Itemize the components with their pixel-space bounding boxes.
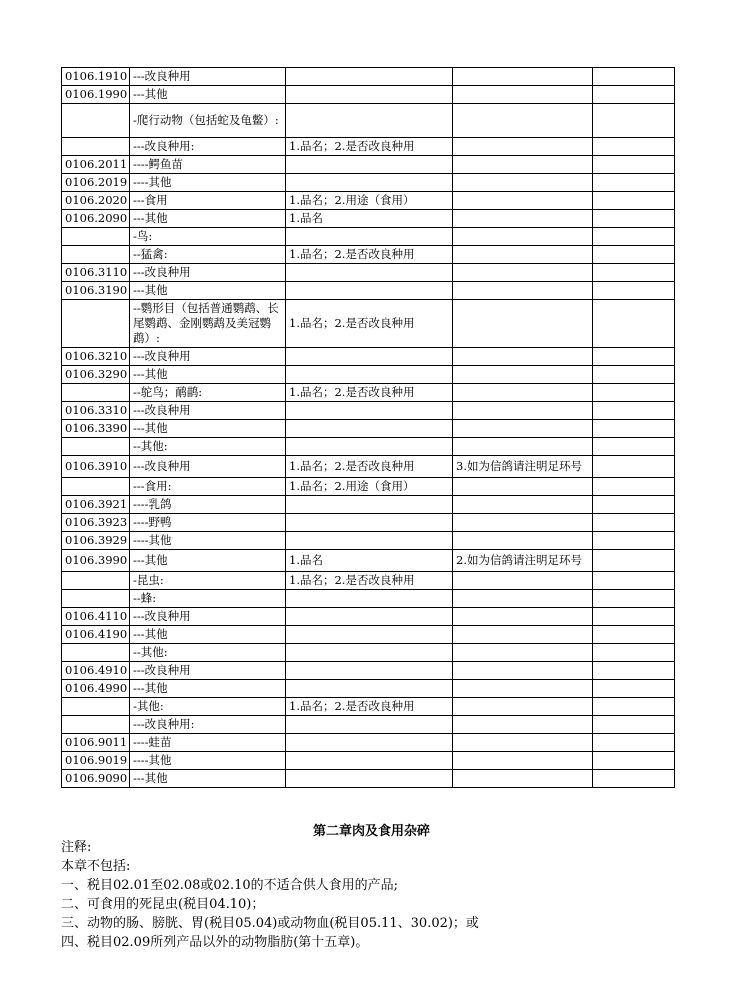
description-cell: ---其他 bbox=[130, 770, 286, 788]
element-cell-1: 1.品名；2.是否改良种用 bbox=[286, 698, 453, 716]
table-row bbox=[62, 300, 675, 348]
element-cell-2 bbox=[453, 590, 593, 608]
table-row bbox=[62, 192, 675, 210]
table-row bbox=[62, 210, 675, 228]
element-cell-1 bbox=[286, 348, 453, 366]
description-cell: ----蛙苗 bbox=[130, 734, 286, 752]
code-cell bbox=[62, 438, 130, 456]
element-cell-1 bbox=[286, 532, 453, 550]
description-cell: -其他: bbox=[130, 698, 286, 716]
code-cell bbox=[62, 590, 130, 608]
element-cell-2 bbox=[453, 716, 593, 734]
element-cell-1: 1.品名；2.是否改良种用 bbox=[286, 300, 453, 348]
element-cell-2 bbox=[453, 228, 593, 246]
element-cell-1: 1.品名；2.是否改良种用 bbox=[286, 384, 453, 402]
element-cell-3 bbox=[593, 478, 675, 496]
element-cell-2 bbox=[453, 572, 593, 590]
description-cell: ---其他 bbox=[130, 282, 286, 300]
element-cell-3 bbox=[593, 192, 675, 210]
element-cell-1: 1.品名；2.是否改良种用 bbox=[286, 572, 453, 590]
element-cell-1: 1.品名；2.是否改良种用 bbox=[286, 138, 453, 156]
description-cell: ---食用 bbox=[130, 192, 286, 210]
element-cell-2 bbox=[453, 402, 593, 420]
table-row bbox=[62, 716, 675, 734]
code-cell: 0106.9090 bbox=[62, 770, 130, 788]
code-cell: 0106.4990 bbox=[62, 680, 130, 698]
element-cell-3 bbox=[593, 456, 675, 478]
note-line: 三、动物的肠、膀胱、胃(税目05.04)或动物血(税目05.11、30.02)；或 bbox=[61, 916, 479, 931]
element-cell-2: 3.如为信鸽请注明足环号 bbox=[453, 456, 593, 478]
element-cell-2 bbox=[453, 438, 593, 456]
code-cell bbox=[62, 300, 130, 348]
code-cell bbox=[62, 716, 130, 734]
code-cell bbox=[62, 572, 130, 590]
element-cell-2 bbox=[453, 496, 593, 514]
table-row bbox=[62, 550, 675, 572]
description-cell: ---其他 bbox=[130, 550, 286, 572]
element-cell-2 bbox=[453, 608, 593, 626]
table-row bbox=[62, 752, 675, 770]
code-cell bbox=[62, 478, 130, 496]
code-cell: 0106.2090 bbox=[62, 210, 130, 228]
element-cell-2 bbox=[453, 210, 593, 228]
element-cell-1 bbox=[286, 68, 453, 86]
element-cell-3 bbox=[593, 626, 675, 644]
element-cell-3 bbox=[593, 264, 675, 282]
code-cell bbox=[62, 698, 130, 716]
element-cell-3 bbox=[593, 572, 675, 590]
description-cell: ---改良种用 bbox=[130, 662, 286, 680]
description-cell: ----其他 bbox=[130, 752, 286, 770]
element-cell-3 bbox=[593, 496, 675, 514]
element-cell-1: 1.品名；2.是否改良种用 bbox=[286, 456, 453, 478]
element-cell-1: 1.品名 bbox=[286, 550, 453, 572]
element-cell-1 bbox=[286, 104, 453, 138]
table-row bbox=[62, 174, 675, 192]
element-cell-1 bbox=[286, 752, 453, 770]
element-cell-3 bbox=[593, 420, 675, 438]
element-cell-3 bbox=[593, 752, 675, 770]
code-cell: 0106.3310 bbox=[62, 402, 130, 420]
element-cell-2 bbox=[453, 680, 593, 698]
element-cell-1 bbox=[286, 496, 453, 514]
table-row bbox=[62, 156, 675, 174]
element-cell-3 bbox=[593, 438, 675, 456]
element-cell-2 bbox=[453, 282, 593, 300]
element-cell-3 bbox=[593, 68, 675, 86]
code-cell: 0106.2019 bbox=[62, 174, 130, 192]
note-line: 一、税目02.01至02.08或02.10的不适合供人食用的产品; bbox=[61, 878, 399, 893]
element-cell-1 bbox=[286, 264, 453, 282]
code-cell: 0106.2011 bbox=[62, 156, 130, 174]
element-cell-3 bbox=[593, 514, 675, 532]
table-row bbox=[62, 608, 675, 626]
note-line: 四、税目02.09所列产品以外的动物脂肪(第十五章)。 bbox=[61, 935, 369, 950]
table-row bbox=[62, 384, 675, 402]
element-cell-1 bbox=[286, 644, 453, 662]
element-cell-2 bbox=[453, 626, 593, 644]
code-cell: 0106.3923 bbox=[62, 514, 130, 532]
code-cell: 0106.9019 bbox=[62, 752, 130, 770]
table-row bbox=[62, 590, 675, 608]
element-cell-1 bbox=[286, 680, 453, 698]
element-cell-1: 1.品名；2.用途（食用） bbox=[286, 478, 453, 496]
code-cell: 0106.3390 bbox=[62, 420, 130, 438]
element-cell-1 bbox=[286, 626, 453, 644]
element-cell-3 bbox=[593, 384, 675, 402]
element-cell-2 bbox=[453, 478, 593, 496]
code-cell bbox=[62, 644, 130, 662]
element-cell-3 bbox=[593, 680, 675, 698]
description-cell: ---其他 bbox=[130, 420, 286, 438]
code-cell: 0106.3210 bbox=[62, 348, 130, 366]
element-cell-3 bbox=[593, 228, 675, 246]
description-cell: ---其他 bbox=[130, 210, 286, 228]
table-row bbox=[62, 246, 675, 264]
note-line: 本章不包括: bbox=[61, 859, 131, 874]
element-cell-2 bbox=[453, 68, 593, 86]
element-cell-3 bbox=[593, 698, 675, 716]
element-cell-3 bbox=[593, 590, 675, 608]
element-cell-2 bbox=[453, 86, 593, 104]
description-cell: -爬行动物（包括蛇及龟鳖）: bbox=[130, 104, 286, 138]
element-cell-3 bbox=[593, 156, 675, 174]
chapter-title: 第二章肉及食用杂碎 bbox=[312, 824, 430, 839]
element-cell-1 bbox=[286, 402, 453, 420]
element-cell-2 bbox=[453, 300, 593, 348]
element-cell-1 bbox=[286, 590, 453, 608]
description-cell: -昆虫: bbox=[130, 572, 286, 590]
description-cell: ----其他 bbox=[130, 532, 286, 550]
table-row bbox=[62, 770, 675, 788]
code-cell: 0106.4190 bbox=[62, 626, 130, 644]
element-cell-1 bbox=[286, 608, 453, 626]
description-cell: ---其他 bbox=[130, 626, 286, 644]
element-cell-3 bbox=[593, 734, 675, 752]
element-cell-3 bbox=[593, 366, 675, 384]
description-cell: ---改良种用: bbox=[130, 138, 286, 156]
code-cell: 0106.3929 bbox=[62, 532, 130, 550]
element-cell-2 bbox=[453, 644, 593, 662]
table-row bbox=[62, 264, 675, 282]
element-cell-1 bbox=[286, 662, 453, 680]
table-row bbox=[62, 626, 675, 644]
table-row bbox=[62, 228, 675, 246]
description-cell: ---改良种用 bbox=[130, 348, 286, 366]
code-cell bbox=[62, 228, 130, 246]
table-row bbox=[62, 282, 675, 300]
element-cell-3 bbox=[593, 770, 675, 788]
description-cell: -鸟: bbox=[130, 228, 286, 246]
element-cell-1 bbox=[286, 156, 453, 174]
description-cell: ---其他 bbox=[130, 86, 286, 104]
element-cell-3 bbox=[593, 550, 675, 572]
element-cell-2 bbox=[453, 174, 593, 192]
description-cell: --猛禽: bbox=[130, 246, 286, 264]
description-cell: --其他: bbox=[130, 438, 286, 456]
table-row bbox=[62, 366, 675, 384]
element-cell-1 bbox=[286, 282, 453, 300]
table-row bbox=[62, 420, 675, 438]
description-cell: ---其他 bbox=[130, 366, 286, 384]
table-row bbox=[62, 104, 675, 138]
code-cell bbox=[62, 384, 130, 402]
element-cell-3 bbox=[593, 282, 675, 300]
table-row bbox=[62, 734, 675, 752]
code-cell bbox=[62, 138, 130, 156]
chapter-notes bbox=[61, 838, 701, 952]
table-row bbox=[62, 662, 675, 680]
element-cell-3 bbox=[593, 246, 675, 264]
description-cell: ---其他 bbox=[130, 680, 286, 698]
element-cell-2 bbox=[453, 246, 593, 264]
description-cell: ----乳鸽 bbox=[130, 496, 286, 514]
table-row bbox=[62, 572, 675, 590]
table-row bbox=[62, 478, 675, 496]
table-row bbox=[62, 456, 675, 478]
code-cell bbox=[62, 104, 130, 138]
code-cell: 0106.3110 bbox=[62, 264, 130, 282]
description-cell: ---改良种用 bbox=[130, 402, 286, 420]
element-cell-1 bbox=[286, 438, 453, 456]
element-cell-1 bbox=[286, 174, 453, 192]
code-cell: 0106.3921 bbox=[62, 496, 130, 514]
table-row bbox=[62, 438, 675, 456]
element-cell-3 bbox=[593, 608, 675, 626]
element-cell-1 bbox=[286, 716, 453, 734]
description-cell: ---改良种用 bbox=[130, 264, 286, 282]
code-cell: 0106.3190 bbox=[62, 282, 130, 300]
description-cell: ---食用: bbox=[130, 478, 286, 496]
description-cell: ----野鸭 bbox=[130, 514, 286, 532]
element-cell-2 bbox=[453, 192, 593, 210]
element-cell-2 bbox=[453, 420, 593, 438]
description-cell: --蜂: bbox=[130, 590, 286, 608]
table-row bbox=[62, 496, 675, 514]
code-cell bbox=[62, 246, 130, 264]
description-cell: ----其他 bbox=[130, 174, 286, 192]
description-cell: --鹦形目（包括普通鹦鹉、长尾鹦鹉、金刚鹦鹉及美冠鹦鹉）: bbox=[130, 300, 286, 348]
element-cell-3 bbox=[593, 86, 675, 104]
element-cell-3 bbox=[593, 662, 675, 680]
element-cell-1: 1.品名；2.用途（食用） bbox=[286, 192, 453, 210]
element-cell-2 bbox=[453, 264, 593, 282]
element-cell-2 bbox=[453, 156, 593, 174]
element-cell-2 bbox=[453, 104, 593, 138]
element-cell-1: 1.品名；2.是否改良种用 bbox=[286, 246, 453, 264]
element-cell-3 bbox=[593, 174, 675, 192]
element-cell-1 bbox=[286, 86, 453, 104]
element-cell-2 bbox=[453, 514, 593, 532]
element-cell-2 bbox=[453, 138, 593, 156]
code-cell: 0106.9011 bbox=[62, 734, 130, 752]
table-row bbox=[62, 698, 675, 716]
element-cell-2 bbox=[453, 384, 593, 402]
note-line: 二、可食用的死昆虫(税目04.10)； bbox=[61, 897, 265, 912]
element-cell-3 bbox=[593, 716, 675, 734]
code-cell: 0106.4110 bbox=[62, 608, 130, 626]
element-cell-2 bbox=[453, 532, 593, 550]
code-cell: 0106.3290 bbox=[62, 366, 130, 384]
element-cell-2 bbox=[453, 366, 593, 384]
description-cell: ---改良种用 bbox=[130, 68, 286, 86]
description-cell: ---改良种用 bbox=[130, 456, 286, 478]
element-cell-3 bbox=[593, 300, 675, 348]
element-cell-1 bbox=[286, 366, 453, 384]
element-cell-3 bbox=[593, 532, 675, 550]
element-cell-3 bbox=[593, 138, 675, 156]
element-cell-3 bbox=[593, 210, 675, 228]
table-row bbox=[62, 86, 675, 104]
table-row bbox=[62, 680, 675, 698]
code-cell: 0106.4910 bbox=[62, 662, 130, 680]
element-cell-2: 2.如为信鸽请注明足环号 bbox=[453, 550, 593, 572]
table-row bbox=[62, 514, 675, 532]
element-cell-2 bbox=[453, 752, 593, 770]
code-cell: 0106.1990 bbox=[62, 86, 130, 104]
element-cell-2 bbox=[453, 734, 593, 752]
description-cell: ---改良种用 bbox=[130, 608, 286, 626]
element-cell-1 bbox=[286, 514, 453, 532]
tariff-table bbox=[61, 67, 675, 788]
element-cell-2 bbox=[453, 770, 593, 788]
description-cell: --鸵鸟；鸸鹋: bbox=[130, 384, 286, 402]
element-cell-2 bbox=[453, 662, 593, 680]
element-cell-1 bbox=[286, 734, 453, 752]
element-cell-3 bbox=[593, 104, 675, 138]
element-cell-1 bbox=[286, 770, 453, 788]
table-row bbox=[62, 348, 675, 366]
description-cell: ----鳄鱼苗 bbox=[130, 156, 286, 174]
table-row bbox=[62, 68, 675, 86]
table-row bbox=[62, 402, 675, 420]
element-cell-3 bbox=[593, 644, 675, 662]
code-cell: 0106.2020 bbox=[62, 192, 130, 210]
code-cell: 0106.3990 bbox=[62, 550, 130, 572]
table-row bbox=[62, 532, 675, 550]
element-cell-2 bbox=[453, 698, 593, 716]
element-cell-3 bbox=[593, 348, 675, 366]
note-line: 注释: bbox=[61, 840, 92, 855]
element-cell-1 bbox=[286, 420, 453, 438]
element-cell-1 bbox=[286, 228, 453, 246]
code-cell: 0106.1910 bbox=[62, 68, 130, 86]
code-cell: 0106.3910 bbox=[62, 456, 130, 478]
table-row bbox=[62, 138, 675, 156]
table-row bbox=[62, 644, 675, 662]
element-cell-3 bbox=[593, 402, 675, 420]
description-cell: ---改良种用: bbox=[130, 716, 286, 734]
description-cell: --其他: bbox=[130, 644, 286, 662]
element-cell-1: 1.品名 bbox=[286, 210, 453, 228]
element-cell-2 bbox=[453, 348, 593, 366]
